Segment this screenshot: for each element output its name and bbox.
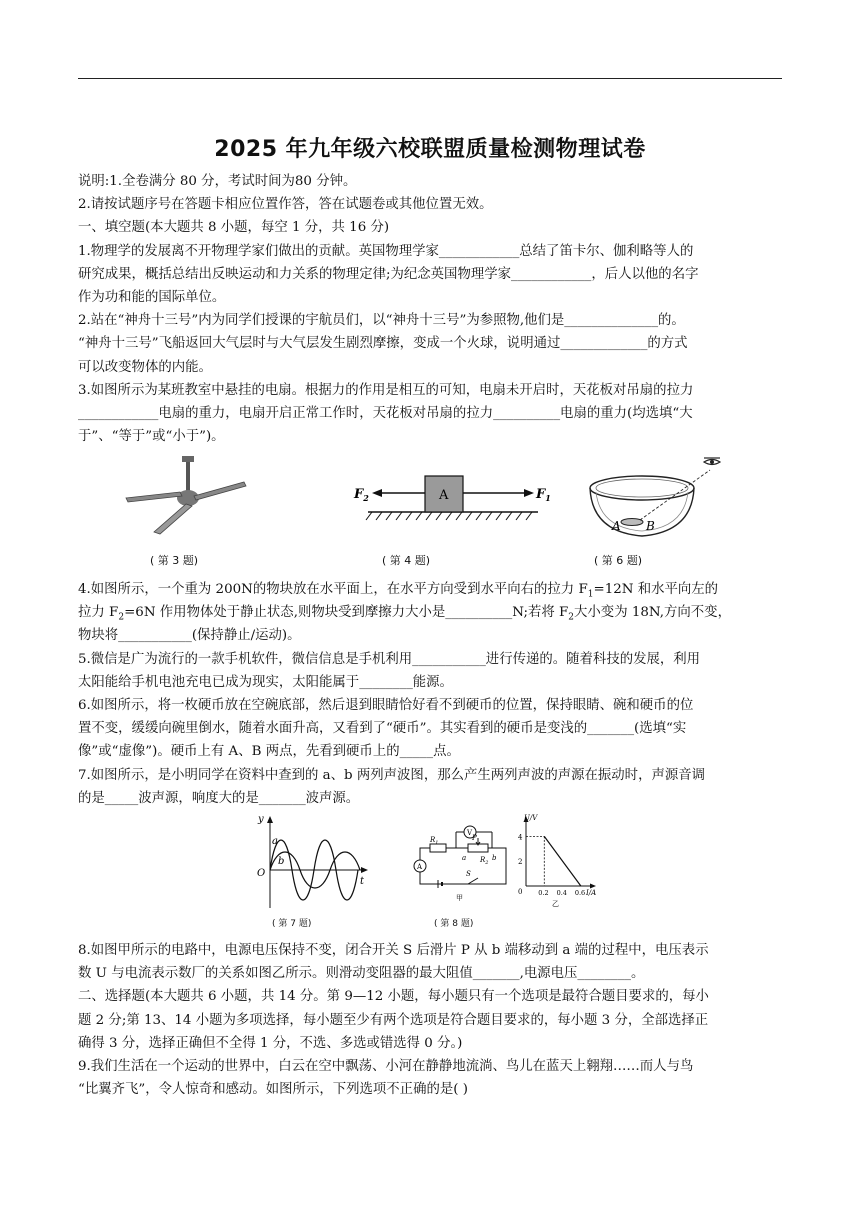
x-tick-label: 0.4 (556, 889, 567, 897)
question-2-line: 可以改变物体的内能。 (78, 359, 212, 375)
figure-caption: ( 第 7 题) (272, 919, 312, 929)
question-3-line: 3.如图所示为某班教室中悬挂的电扇。根据力的作用是相互的可知，电扇未开启时，天花板对吊扇的拉力 (78, 382, 694, 398)
instruction-line: 说明:1.全卷满分 80 分，考试时间为80 分钟。 (78, 174, 357, 189)
slider-p-label: P (472, 834, 477, 842)
r2-label: $R_2$ (480, 856, 489, 866)
question-4-line: 物块将___________(保持静止/运动)。 (78, 628, 301, 644)
page-title: 2025 年九年级六校联盟质量检测物理试卷 (214, 137, 646, 162)
ui-graph-figure (510, 812, 600, 912)
force-f2-label: $F_2$ (354, 487, 369, 503)
section2-heading: 题 2 分;第 13、14 小题为多项选择，每小题至少有两个选项是符合题目要求的，每小题 3 分，全部选择正 (78, 1012, 709, 1028)
figure-caption: ( 第 3 题) (150, 554, 199, 567)
question-3-line: 于”、“等于”或“小于”)。 (78, 429, 225, 445)
question-5-line: 5.微信是广为流行的一款手机软件，微信信息是手机利用___________进行传递的。随着科技的发展，利用 (78, 651, 701, 667)
t-axis-label: t (360, 876, 365, 887)
question-1-line: 研究成果，概括总结出反映运动和力关系的物理定律;为纪念英国物理学家____________，后人以他的名字 (78, 266, 699, 282)
x-tick-label: 0.6 (574, 889, 586, 897)
voltmeter-label: V (467, 829, 473, 837)
y-tick-label: 4 (518, 833, 523, 842)
question-5-line: 太阳能给手机电池充电已成为现实，太阳能属于________能源。 (78, 674, 453, 690)
point-a-label: A (612, 519, 621, 533)
header-rule (78, 78, 782, 79)
circuit-diagram-figure (412, 818, 512, 902)
end-b-label: b (492, 854, 497, 862)
end-a-label: a (462, 854, 467, 862)
question-4-line: 拉力 $F_2=6N$ 作用物体处于静止状态,则物块受到摩擦力大小是__________N;若将 $F_2$大小变为 18N,方向不变， (78, 605, 731, 623)
question-8-line: 数 U 与电流表示数厂的关系如图乙所示。则滑动变阻器的最大阻值_______,电源电压________。 (78, 966, 645, 982)
question-6-line: 6.如图所示，将一枚硬币放在空碗底部，然后退到眼睛恰好看不到硬币的位置，保持眼睛、碗和硬币的位 (78, 697, 694, 713)
wave-b-label: b (278, 856, 285, 867)
text-block-1 (78, 170, 784, 448)
question-6-line: 像”或“虚像”)。硬币上有 A、B 两点，先看到硬币上的_____点。 (78, 744, 460, 760)
graph-yi-label: 乙 (552, 900, 559, 908)
point-b-label: B (646, 519, 655, 533)
ammeter-label: A (417, 863, 423, 871)
question-8-line: 8.如图甲所示的电路中，电源电压保持不变，闭合开关 S 后滑片 P 从 b 端移动到 a 端的过程中，电压表示 (78, 943, 709, 958)
instruction-line: 2.请按试题序号在答题卡相应位置作答，答在试题卷或其他位置无效。 (78, 197, 493, 213)
question-3-line: ____________电扇的重力，电扇开启正常工作时，天花板对吊扇的拉力__________电扇的重力(均选填“大 (78, 405, 693, 421)
x-tick-label: 0.2 (538, 889, 549, 897)
text-block-2 (78, 578, 784, 810)
wave-a-label: a (272, 836, 278, 847)
series-line (544, 836, 581, 886)
circuit-jia-label: 甲 (456, 894, 463, 902)
section1-heading: 一、填空题(本大题共 8 小题，每空 1 分，共 16 分) (78, 220, 390, 236)
force-f1-label: $F_1$ (536, 487, 551, 503)
section2-heading: 确得 3 分，选择正确但不全得 1 分，不选、多选或错选得 0 分。) (78, 1035, 463, 1051)
origin-label: O (257, 868, 266, 879)
question-7-line: 7.如图所示，是小明同学在资料中查到的 a、b 两列声波图，那么产生两列声波的声源在振动时，声源音调 (78, 767, 706, 783)
section2-heading: 二、选择题(本大题共 6 小题，共 14 分。第 9—12 小题，每小题只有一个选项是最符合题目要求的，每小 (78, 989, 709, 1005)
sound-wave-figure (252, 812, 372, 912)
question-2-line: “神舟十三号”飞船返回大气层时与大气层发生剧烈摩擦，变成一个火球，说明通过_____________的方式 (78, 336, 688, 352)
question-9-line: “比翼齐飞”，令人惊奇和感动。如图所示，下列选项不正确的是( ) (78, 1082, 468, 1098)
question-6-line: 置不变，缓缓向碗里倒水，随着水面升高，又看到了“硬币”。其实看到的硬币是变浅的_______(选填“实 (78, 721, 687, 737)
r1-label: $R_1$ (430, 836, 439, 846)
x-axis-arrow (590, 884, 596, 889)
origin-label: 0 (518, 888, 523, 896)
y-axis-label: y (258, 814, 264, 825)
y-tick-label: 2 (518, 858, 523, 867)
figure-caption: ( 第 8 题) (434, 919, 474, 929)
y-axis-title: U/V (524, 814, 538, 822)
figure-caption: ( 第 6 题) (594, 554, 643, 567)
block-label: A (439, 488, 449, 503)
ceiling-fan-figure (120, 452, 250, 542)
bowl-coin-figure (582, 452, 732, 544)
question-9-line: 9.我们生活在一个运动的世界中，白云在空中飘荡、小河在静静地流淌、鸟儿在蓝天上翱翔……而人与鸟 (78, 1058, 694, 1074)
question-2-line: 2.站在“神舟十三号”内为同学们授课的宇航员们，以“神舟十三号”为参照物,他们是______________的。 (78, 313, 685, 329)
question-7-line: 的是_____波声源，响度大的是_______波声源。 (78, 790, 360, 806)
question-4-line: 4.如图所示，一个重为 200N的物块放在水平面上，在水平方向受到水平向右的拉力 $F_1=12N$ 和水平向左的 (78, 582, 719, 600)
force-diagram-figure (350, 468, 550, 528)
x-axis-title: I/A (586, 889, 597, 897)
question-1-line: 作为功和能的国际单位。 (78, 289, 226, 305)
question-1-line: 1.物理学的发展离不开物理学家们做出的贡献。英国物理学家____________总结了笛卡尔、伽利略等人的 (78, 243, 694, 259)
figure-caption: ( 第 4 题) (382, 554, 431, 567)
switch-s-label: S (466, 870, 471, 878)
text-block-3 (78, 939, 784, 1101)
